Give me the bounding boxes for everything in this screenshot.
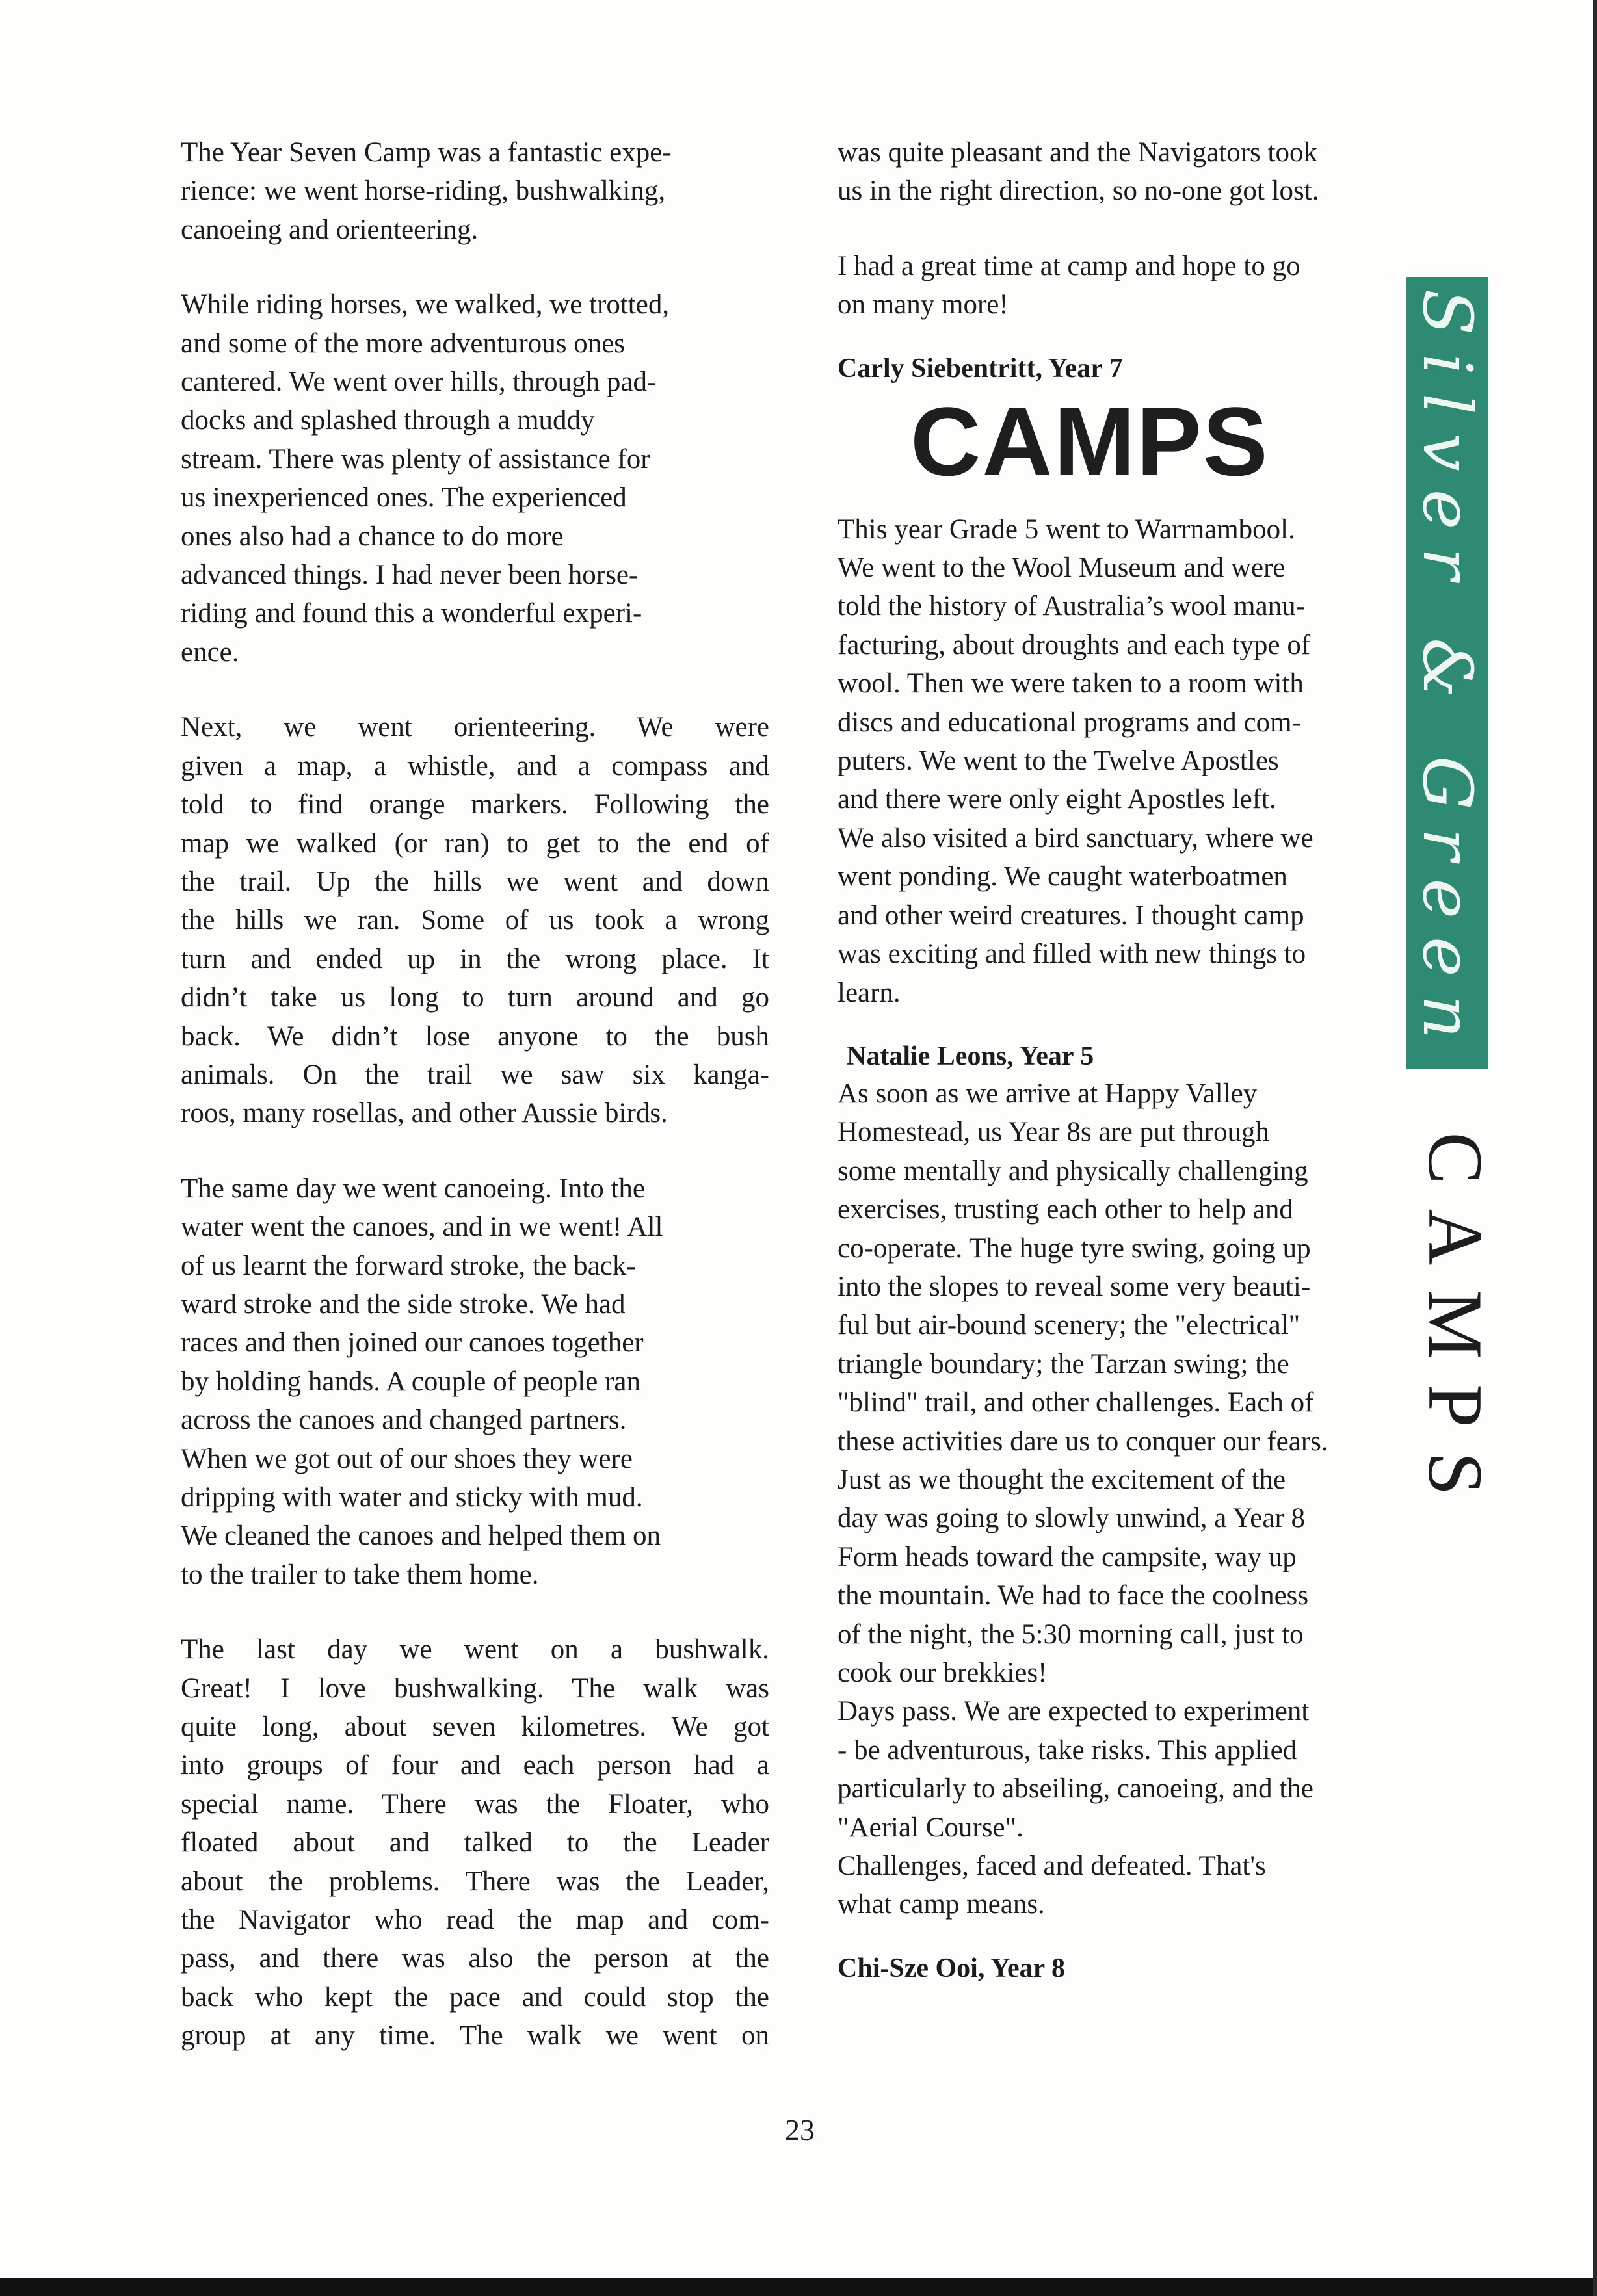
text-line: - be adventurous, take risks. This applied: [838, 1734, 1297, 1766]
text-line: of the night, the 5:30 morning call, just to: [838, 1619, 1304, 1650]
text-line: Challenges, faced and defeated. That's: [838, 1851, 1266, 1882]
text-line: ful but air-bound scenery; the "electrical": [838, 1310, 1300, 1341]
text-line: on many more!: [838, 289, 1009, 320]
author-byline: Carly Siebentritt, Year 7: [838, 353, 1123, 384]
text-line: was exciting and filled with new things to: [838, 939, 1306, 970]
text-line: what camp means.: [838, 1889, 1045, 1920]
text-line: and some of the more adventurous ones: [181, 328, 626, 359]
text-line: floated about and talked to the Leader: [181, 1827, 769, 1859]
text-line: told to find orange markers. Following the: [181, 789, 769, 820]
text-line: back who kept the pace and could stop the: [181, 1981, 769, 2013]
paragraph-year8-camp: [838, 1075, 1426, 1924]
section-heading: CAMPS: [910, 386, 1269, 496]
text-line: The Year Seven Camp was a fantastic expe-: [181, 137, 672, 168]
text-line: learn.: [838, 977, 901, 1008]
text-line: the Navigator who read the map and com-: [181, 1905, 769, 1936]
text-line: water went the canoes, and in we went! All: [181, 1212, 663, 1243]
author-byline: Chi-Sze Ooi, Year 8: [838, 1953, 1065, 1983]
text-line: the trail. Up the hills we went and down: [181, 866, 769, 897]
text-line: quite long, about seven kilometres. We got: [181, 1712, 769, 1743]
section-label-text: CAMPS: [1412, 1132, 1499, 1520]
text-line: Form heads toward the campsite, way up: [838, 1541, 1297, 1572]
text-line: day was going to slowly unwind, a Year 8: [838, 1503, 1306, 1534]
paragraph-closing: [838, 247, 1426, 324]
banner-title: Silver & Green: [1408, 289, 1487, 1057]
text-line: some mentally and physically challenging: [838, 1155, 1308, 1186]
text-line: Homestead, us Year 8s are put through: [838, 1117, 1270, 1148]
text-line: us in the right direction, so no-one got lost.: [838, 176, 1319, 207]
paragraph-bushwalk-continued: [838, 133, 1426, 211]
scan-border: [0, 2278, 1597, 2296]
text-line: the hills we ran. Some of us took a wrong: [181, 905, 769, 936]
text-line: and other weird creatures. I thought camp: [838, 900, 1304, 931]
paragraph-grade5-camp: [838, 510, 1426, 1012]
text-line: the mountain. We had to face the coolness: [838, 1580, 1309, 1611]
page-number: 23: [785, 2113, 815, 2146]
text-line: told the history of Australia’s wool manu-: [838, 591, 1305, 622]
paragraph-bushwalk: [181, 1630, 769, 2055]
paragraph-canoeing: [181, 1169, 769, 1594]
right-column: [838, 133, 1426, 1987]
text-line: The last day we went on a bushwalk.: [181, 1634, 769, 1665]
text-line: dripping with water and sticky with mud.: [181, 1482, 643, 1513]
side-banner: [1406, 277, 1488, 1069]
text-line: cantered. We went over hills, through pad-: [181, 367, 657, 398]
text-line: was quite pleasant and the Navigators took: [838, 137, 1317, 168]
text-line: to the trailer to take them home.: [181, 1559, 539, 1590]
text-line: "Aerial Course".: [838, 1812, 1023, 1843]
text-line: given a map, a whistle, and a compass and: [181, 750, 769, 781]
text-line: advanced things. I had never been horse-: [181, 560, 639, 591]
text-line: roos, many rosellas, and other Aussie birds.: [181, 1098, 668, 1129]
text-line: group at any time. The walk we went on: [181, 2020, 769, 2052]
text-line: us inexperienced ones. The experienced: [181, 482, 627, 514]
paragraph-intro: [181, 133, 769, 249]
text-line: about the problems. There was the Leader,: [181, 1866, 769, 1897]
text-line: rience: we went horse-riding, bushwalking,: [181, 176, 666, 207]
text-line: into groups of four and each person had a: [181, 1750, 769, 1781]
text-line: didn’t take us long to turn around and go: [181, 982, 769, 1013]
text-line: Days pass. We are expected to experiment: [838, 1696, 1310, 1727]
text-line: facturing, about droughts and each type of: [838, 629, 1311, 660]
text-line: these activities dare us to conquer our fears.: [838, 1426, 1328, 1457]
text-line: As soon as we arrive at Happy Valley: [838, 1078, 1258, 1109]
scan-edge: [1593, 0, 1597, 2296]
text-line: Just as we thought the excitement of the: [838, 1464, 1286, 1495]
text-line: turn and ended up in the wrong place. It: [181, 943, 769, 974]
text-line: riding and found this a wonderful experi-: [181, 598, 642, 629]
paragraph-orienteering: [181, 708, 769, 1132]
text-line: animals. On the trail we saw six kanga-: [181, 1059, 769, 1090]
text-line: While riding horses, we walked, we trotted,: [181, 289, 670, 320]
text-line: We also visited a bird sanctuary, where we: [838, 822, 1313, 854]
text-line: cook our brekkies!: [838, 1658, 1048, 1688]
text-line: co-operate. The huge tyre swing, going up: [838, 1233, 1311, 1264]
text-line: ence.: [181, 636, 239, 668]
text-line: We cleaned the canoes and helped them on: [181, 1520, 661, 1552]
text-line: canoeing and orienteering.: [181, 214, 479, 245]
left-column: [181, 133, 769, 2092]
text-line: pass, and there was also the person at the: [181, 1943, 769, 1974]
text-line: discs and educational programs and com-: [838, 707, 1301, 738]
side-section-label: [1406, 1099, 1504, 1554]
text-line: I had a great time at camp and hope to go: [838, 250, 1300, 281]
text-line: "blind" trail, and other challenges. Each of: [838, 1387, 1314, 1418]
text-line: stream. There was plenty of assistance for: [181, 443, 650, 475]
text-line: Great! I love bushwalking. The walk was: [181, 1673, 769, 1704]
text-line: across the canoes and changed partners.: [181, 1405, 627, 1436]
text-line: special name. There was the Floater, who: [181, 1788, 769, 1820]
text-line: went ponding. We caught waterboatmen: [838, 861, 1287, 893]
text-line: wool. Then we were taken to a room with: [838, 668, 1304, 699]
text-line: races and then joined our canoes together: [181, 1327, 644, 1359]
text-line: into the slopes to reveal some very beauti-: [838, 1271, 1311, 1302]
text-line: We went to the Wool Museum and were: [838, 553, 1286, 584]
text-line: and there were only eight Apostles left.: [838, 784, 1276, 815]
text-line: ward stroke and the side stroke. We had: [181, 1288, 626, 1320]
author-byline: Natalie Leons, Year 5: [847, 1041, 1094, 1071]
text-line: puters. We went to the Twelve Apostles: [838, 746, 1279, 777]
text-line: exercises, trusting each other to help and: [838, 1194, 1293, 1225]
text-line: ones also had a chance to do more: [181, 521, 564, 552]
text-line: triangle boundary; the Tarzan swing; the: [838, 1348, 1289, 1379]
text-line: map we walked (or ran) to get to the end of: [181, 828, 769, 859]
text-line: This year Grade 5 went to Warrnambool.: [838, 514, 1295, 545]
text-line: back. We didn’t lose anyone to the bush: [181, 1021, 769, 1052]
text-line: Next, we went orienteering. We were: [181, 712, 769, 743]
text-line: docks and splashed through a muddy: [181, 405, 595, 436]
text-line: When we got out of our shoes they were: [181, 1443, 633, 1474]
text-line: The same day we went canoeing. Into the: [181, 1173, 646, 1204]
paragraph-horse-riding: [181, 285, 769, 672]
text-line: of us learnt the forward stroke, the back-: [181, 1250, 636, 1281]
text-line: by holding hands. A couple of people ran: [181, 1366, 640, 1397]
text-line: particularly to abseiling, canoeing, and the: [838, 1773, 1313, 1805]
